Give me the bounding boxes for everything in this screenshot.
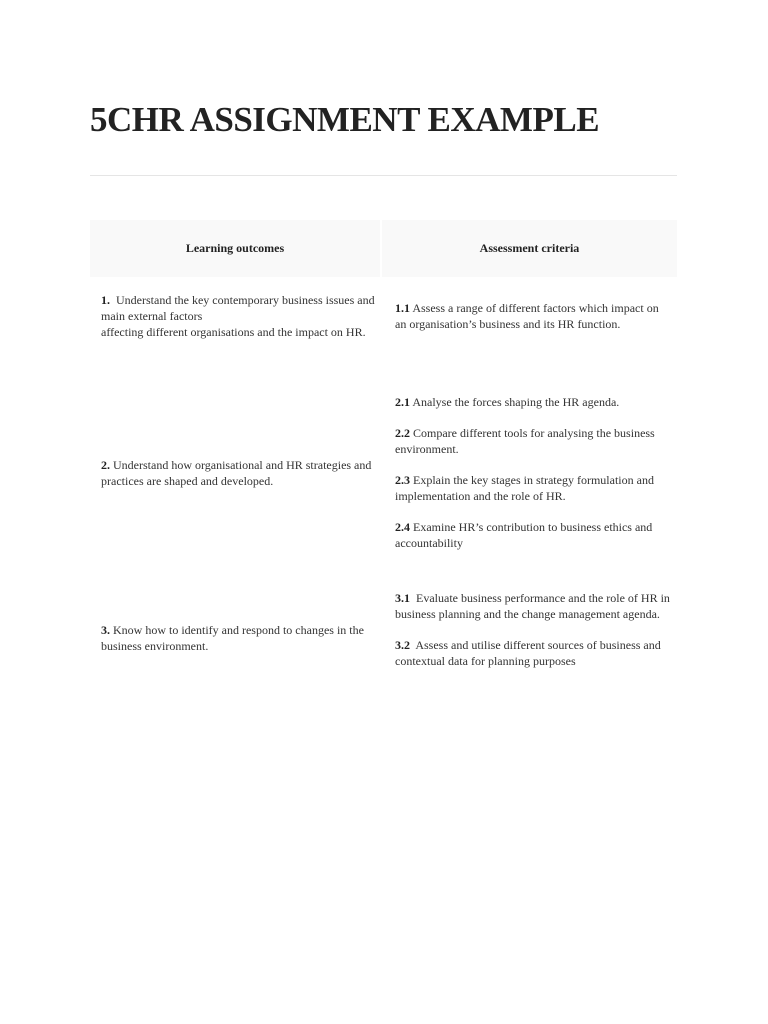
criterion-2-2-number: 2.2 [395, 426, 410, 440]
outcome-1-number: 1. [101, 293, 110, 307]
criterion-3-1-text: Evaluate business performance and the role of HR in business planning and the change management agenda. [395, 591, 673, 621]
criterion-1-1-text: Assess a range of different factors which impact on an organisation’s business and its HR function. [395, 301, 662, 331]
criterion-3-1 [395, 590, 673, 622]
criterion-3-2 [395, 637, 670, 669]
criterion-1-1-number: 1.1 [395, 301, 410, 315]
criterion-2-4-number: 2.4 [395, 520, 410, 534]
criterion-2-1-number: 2.1 [395, 395, 410, 409]
criterion-2-3-text: Explain the key stages in strategy formulation and implementation and the role of HR. [395, 473, 657, 503]
criterion-2-2 [395, 425, 670, 457]
criterion-2-2-text: Compare different tools for analysing the business environment. [395, 426, 658, 456]
assessment-criteria-3 [395, 590, 673, 669]
outcome-2-text: Understand how organisational and HR strategies and practices are shaped and developed. [101, 458, 375, 488]
outcome-1-line-2: affecting different organisations and the impact on HR. [101, 325, 366, 339]
outcome-1-line-1 [101, 292, 376, 324]
outcome-2-line-1 [101, 457, 376, 489]
title-divider [90, 175, 677, 176]
criterion-2-1-text: Analyse the forces shaping the HR agenda. [410, 395, 620, 409]
learning-outcome-3 [101, 622, 376, 654]
criterion-2-4 [395, 519, 670, 551]
learning-outcome-2 [101, 457, 376, 489]
criterion-1-1 [395, 300, 670, 332]
criterion-3-2-number: 3.2 [395, 638, 410, 652]
criterion-3-1-number: 3.1 [395, 591, 410, 605]
assessment-criteria-2 [395, 394, 670, 551]
outcome-3-text: Know how to identify and respond to changes in the business environment. [101, 623, 367, 653]
table-header-row [90, 220, 677, 277]
outcome-3-line-1 [101, 622, 376, 654]
criterion-2-3 [395, 472, 670, 504]
assessment-criteria-1 [395, 300, 670, 332]
header-assessment-criteria: Assessment criteria [382, 220, 677, 277]
criterion-2-3-number: 2.3 [395, 473, 410, 487]
criterion-3-2-text: Assess and utilise different sources of business and contextual data for planning purposes [395, 638, 664, 668]
criterion-2-4-text: Examine HR’s contribution to business ethics and accountability [395, 520, 656, 550]
criterion-2-1 [395, 394, 670, 410]
header-learning-outcomes: Learning outcomes [90, 220, 380, 277]
learning-outcome-1 [101, 292, 376, 340]
outcome-2-number: 2. [101, 458, 110, 472]
outcome-3-number: 3. [101, 623, 110, 637]
outcome-1-text: Understand the key contemporary business issues and main external factors [101, 293, 378, 323]
page-title: 5CHR ASSIGNMENT EXAMPLE [90, 100, 600, 139]
